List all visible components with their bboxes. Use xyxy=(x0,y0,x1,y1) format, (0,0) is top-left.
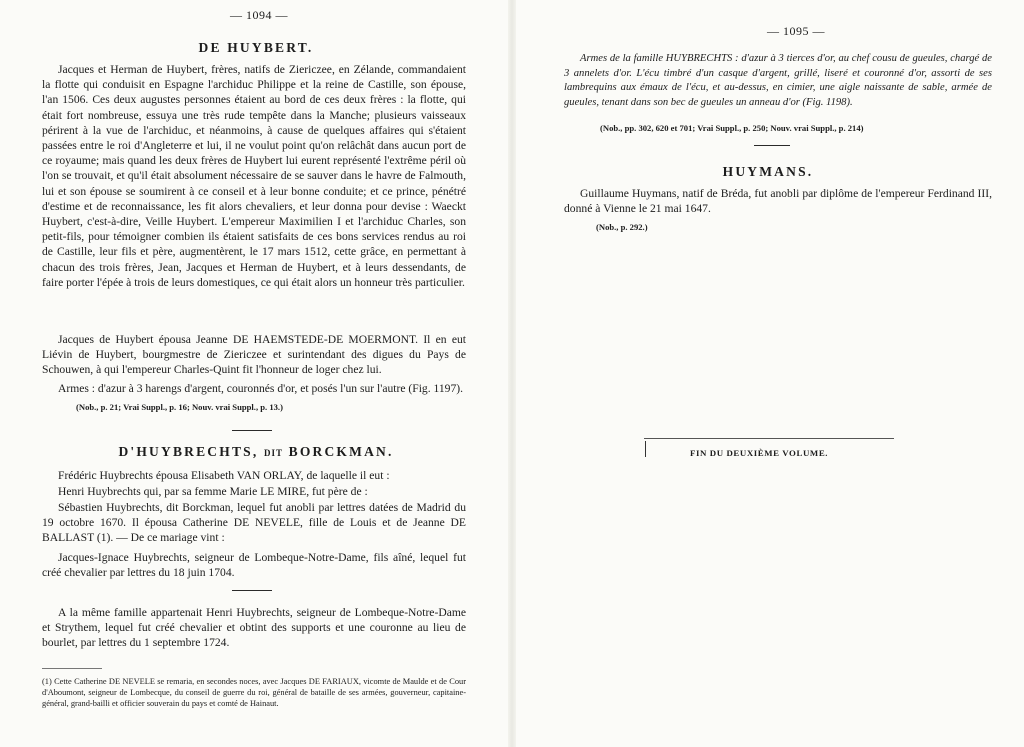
sebastien-paragraph: Sébastien Huybrechts, dit Borckman, lequel fut anobli par lettres datées de Madrid du 19 octobre 1670. Il épousa Catherine DE NEVELE, fille de Louis et de Jeanne DE BALLAST (1). — De ce mariage vint : xyxy=(42,501,466,545)
huybrechts-line-1: Frédéric Huybrechts épousa Elisabeth VAN ORLAY, de laquelle il eut : xyxy=(58,469,390,482)
section-title-huybert: DE HUYBERT. xyxy=(198,40,314,55)
section-divider xyxy=(232,590,272,591)
page-number: — 1094 — xyxy=(230,8,288,22)
title-dit: DIT xyxy=(264,448,284,458)
title-tail: BORCKMAN. xyxy=(288,444,394,459)
page-number: — 1095 — xyxy=(767,24,825,38)
title-main: D'HUYBRECHTS, xyxy=(118,444,259,459)
huymans-paragraph: Guillaume Huymans, natif de Bréda, fut anobli par diplôme de l'empereur Ferdinand III, donné à Vienne le 21 mai 1647. xyxy=(564,187,992,216)
huybert-history-paragraph: Jacques et Herman de Huybert, frères, natifs de Ziericzee, en Zélande, commandaient la flotte qui conduisit en Espagne l'archiduc Philippe et la reine de Castille, son épouse, l'an 1506. Ces deux augustes personnes étaient au bord de ces deux frères : la flotte, qui était fort nombreuse, essuya une très rude tempête dans la Manche; plusieurs vaisseaux périrent à la vue de l'archiduc, et néanmoins, à cause de quelques affaires qui s'étaient passées entre le roi d'Angleterre et lui, il ne voulut point qu'on relâchât dans aucun port de ce royaume; mais quand les deux frères de Huybert lui eurent représenté l'extrême péril où l'on se trouvait, et qu'il était absolument nécessaire de se sauver dans le havre de Falmouth, lui et son épouse se soumirent à ce conseil et à leur bonne conduite; et ce prince, pénétré d'estime et de reconnaissance, les fit alors chevaliers, et leur donna pour devise : Waeckt Huybert, c'est-à-dire, Veille Huybert. L'empereur Maximilien I et l'archiduc Charles, son petit-fils, pour témoigner combien ils étaient satisfaits de ces bons services rendus au roi de Castille, leur fils et père, augmentèrent, le 17 mars 1512, cette grâce, en permettant à chacun des trois frères, Jean, Jacques et Herman de Huybert, et à leurs dessendants, de faire porter l'épée à trois de leurs domestiques, ce qui était alors un honneur très particulier. xyxy=(42,63,466,289)
section-title-huymans: HUYMANS. xyxy=(722,164,814,179)
footnote-rule xyxy=(42,668,102,669)
jacques-ignace-paragraph: Jacques-Ignace Huybrechts, seigneur de Lombeque-Notre-Dame, fils aîné, lequel fut créé chevalier par lettres du 18 juin 1704. xyxy=(42,551,466,580)
huybrechts-reference: (Nob., pp. 302, 620 et 701; Vrai Suppl., p. 250; Nouv. vrai Suppl., p. 214) xyxy=(600,123,864,133)
huybrechts-line-2: Henri Huybrechts qui, par sa femme Marie LE MIRE, fut père de : xyxy=(58,485,368,498)
section-divider xyxy=(232,430,272,431)
end-of-volume-label: FIN DU DEUXIÈME VOLUME. xyxy=(690,448,829,458)
section-title-huybrechts xyxy=(0,444,512,460)
huybrechts-arms-paragraph: Armes de la famille HUYBRECHTS : d'azur à 3 tierces d'or, au chef cousu de gueules, chargé de 3 annelets d'or. L'écu timbré d'un casque d'argent, grillé, liseré et couronné d'or, assorti de ses lambrequins aux émaux de l'écu, et au-dessus, en cimier, une aigle naissante de sable, armée de gueules, tenant dans son bec de gueules un anneau d'or (Fig. 1198). xyxy=(564,53,992,108)
right-page xyxy=(512,0,1024,747)
huybert-reference: (Nob., p. 21; Vrai Suppl., p. 16; Nouv. vrai Suppl., p. 13.) xyxy=(76,402,283,412)
huybert-arms-paragraph: Armes : d'azur à 3 harengs d'argent, couronnés d'or, et posés l'un sur l'autre (Fig. 1197). xyxy=(58,382,464,395)
footnote: (1) Cette Catherine DE NEVELE se remaria, en secondes noces, avec Jacques DE FARIAUX, vicomte de Maulde et de Cour d'Aboumont, seigneur de Lombecque, du conseil de guerre du roi, général de bataille de ses armées, gouverneur, capitaine-général, grand-bailli et officier souverain du pays et comté de Hainaut. xyxy=(42,677,466,709)
closing-rule xyxy=(644,438,894,439)
henri-paragraph: A la même famille appartenait Henri Huybrechts, seigneur de Lombeque-Notre-Dame et Strythem, lequel fut créé chevalier et obtint des supports et une couronne au lieu de bourlet, par lettres du 1 septembre 1724. xyxy=(42,606,466,650)
huymans-reference: (Nob., p. 292.) xyxy=(596,222,648,232)
huybert-marriage-paragraph: Jacques de Huybert épousa Jeanne DE HAEMSTEDE-DE MOERMONT. Il en eut Liévin de Huybert, bourgmestre de Ziericzee et surintendant des digues du Pays de Schouwen, à qui l'empereur Charles-Quint fit l'honneur de loger chez lui. xyxy=(42,333,466,377)
section-divider xyxy=(754,145,790,146)
closing-rule-tick xyxy=(645,441,646,457)
